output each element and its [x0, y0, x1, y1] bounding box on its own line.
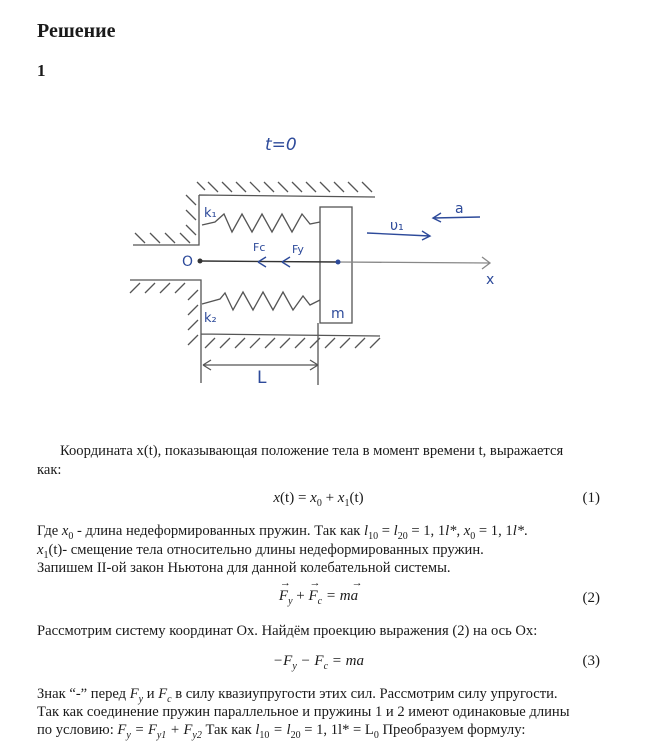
paragraph-line: Координата x(t), показывающая положение тела в момент времени t, выражается — [60, 443, 564, 459]
paragraph-line: Так как соединение пружин параллельное и пружины 1 и 2 имеют одинаковые длины — [37, 704, 570, 720]
equation-number: (1) — [582, 490, 600, 506]
length-label: L — [257, 368, 267, 388]
fc-label: Fc — [253, 241, 266, 254]
velocity-label: υ₁ — [390, 218, 404, 234]
paragraph-line: Где $x_0$ - длина недеформированных пружин. Так как $l_{10} = l_{20} = 1$, 1l*, $x_0 = 1$, 1l*. — [37, 523, 528, 542]
paragraph-line: Знак “-” перед $F_y$ и $F_c$ в силу квазиупругости этих сил. Рассмотрим силу упругости. — [37, 686, 558, 705]
time-label: t=0 — [265, 135, 297, 155]
paragraph-line: как: — [37, 462, 62, 478]
vectors — [200, 213, 480, 267]
spring-top — [202, 214, 320, 232]
paragraph-line: Рассмотрим систему координат Ox. Найдём проекцию выражения (2) на ось Ox: — [37, 623, 538, 639]
origin-label: O — [182, 254, 194, 270]
x-axis — [338, 257, 490, 269]
acceleration-label: a — [455, 201, 464, 217]
problem-number: 1 — [37, 61, 46, 80]
axis-label: x — [486, 272, 495, 288]
walls — [130, 182, 490, 385]
equation-1: $x(t) = x_0 + x_1(t)$ — [273, 490, 364, 509]
paragraph-line: по условию: $F_y = F_{y1} + F_{y2}$ Так как $l_{10} = l_{20} = 1$, $1l* = L_0$ Преобразуем формулу: — [37, 722, 526, 741]
equation-number: (3) — [582, 653, 600, 669]
equation-3: $-F_y - F_c$ = ma — [273, 653, 364, 672]
paragraph-line: Запишем II-ой закон Ньютона для данной колебательной системы. — [37, 560, 451, 576]
k1-label: k₁ — [204, 206, 217, 221]
paragraph-line: $x_1(t)-$ смещение тела относительно длины недеформированных пружин. — [37, 542, 484, 561]
spring-bottom — [202, 292, 320, 310]
origin-dot — [198, 259, 203, 264]
mass-label: m — [331, 306, 345, 322]
equation-2: → $F_y$ + → $F_c = m\to a$ — [37, 588, 600, 607]
k2-label: k₂ — [204, 311, 217, 326]
center-dot — [336, 260, 341, 265]
fy-label: Fy — [292, 243, 304, 256]
spring-system-diagram — [0, 120, 657, 410]
section-heading: Решение — [37, 20, 116, 42]
equation-number: (2) — [582, 590, 600, 606]
